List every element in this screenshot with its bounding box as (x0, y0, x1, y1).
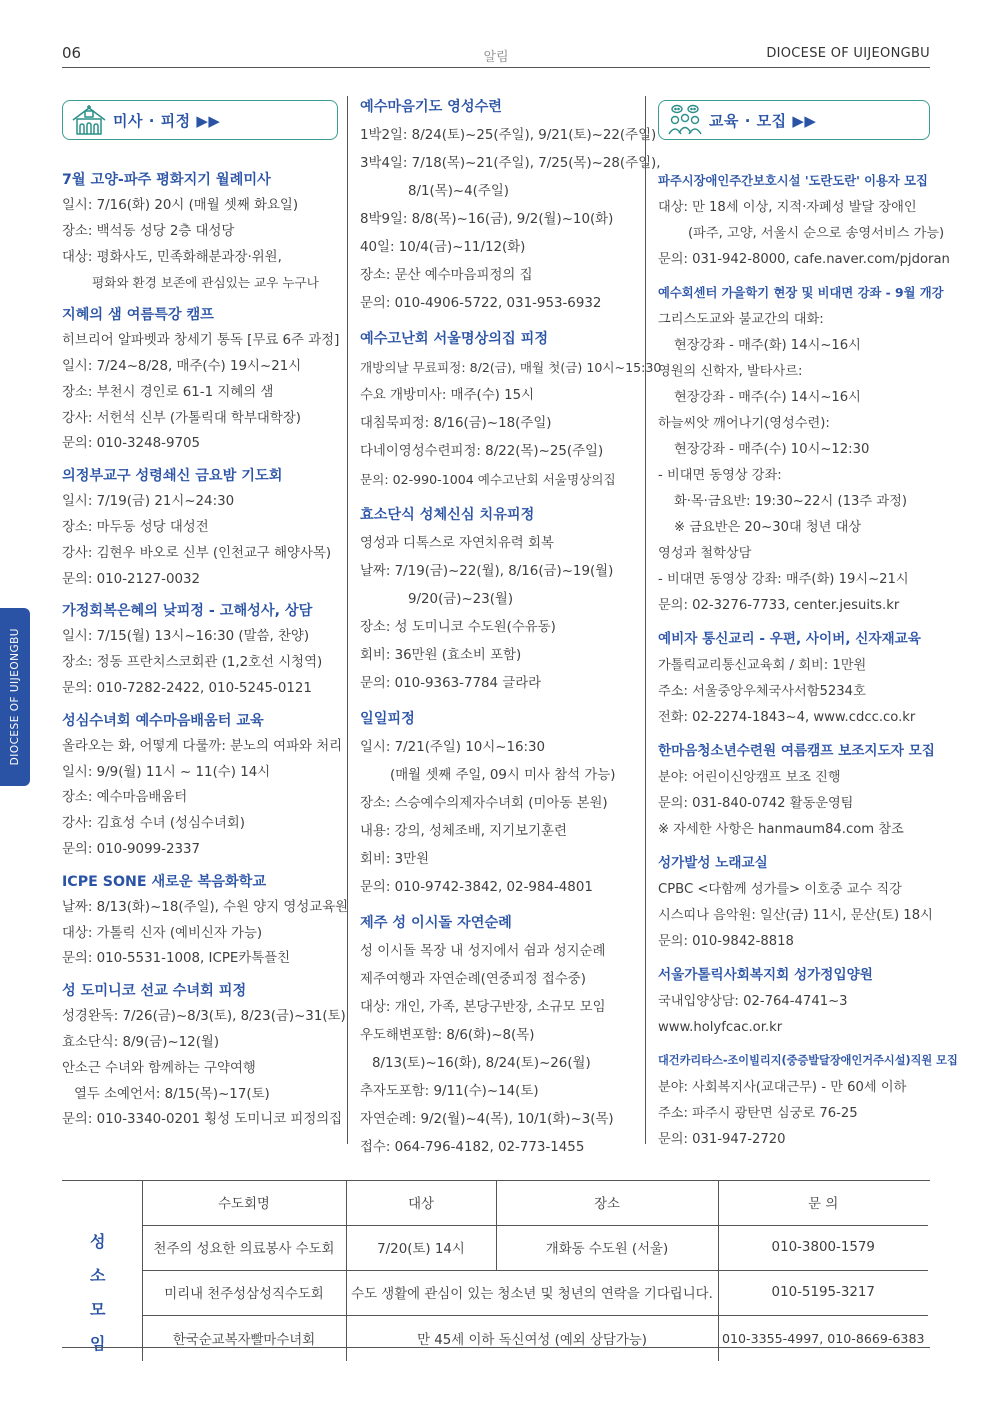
column-retreats (360, 92, 662, 1168)
section-title: 대건카리타스-조이빌리지(중증발달장애인거주시설)직원 모집 (658, 1054, 958, 1067)
info-line: 영원의 신학자, 발타사르: (658, 364, 803, 379)
info-line: 장소: 백석동 성당 2층 대성당 (62, 223, 235, 239)
section-title: 예수회센터 가을학기 현장 및 비대면 강좌 - 9월 개강 (658, 286, 944, 300)
info-line: 시스띠나 음악원: 일산(금) 11시, 문산(토) 18시 (658, 908, 933, 923)
section-title: 파주시장애인주간보호시설 '도란도란' 이용자 모집 (658, 174, 928, 188)
info-line: 자연순례: 9/2(월)~4(목), 10/1(화)~3(목) (360, 1112, 614, 1127)
section-title: 일일피정 (360, 711, 415, 727)
info-line: 장소: 스승예수의제자수녀회 (미아동 본원) (360, 796, 608, 811)
section-title: 가정회복은혜의 낮피정 - 고해성사, 상담 (62, 603, 313, 620)
info-line: 접수: 064-796-4182, 02-773-1455 (360, 1140, 585, 1155)
section-title: ICPE SONE 새로운 복음화학교 (62, 873, 267, 890)
section-title: 효소단식 성체신심 치유피정 (360, 507, 535, 523)
info-line: 장소: 부천시 경인로 61-1 지혜의 샘 (62, 384, 274, 400)
info-line: CPBC <다함께 성가를> 이호중 교수 직강 (658, 882, 902, 897)
column-education-recruit (658, 92, 958, 1159)
info-line: 평화와 환경 보존에 관심있는 교우 누구나 (92, 275, 319, 291)
publication-name: DIOCESE OF UIJEONGBU (766, 46, 930, 61)
section-title: 예수마음기도 영성수련 (360, 99, 502, 115)
section-title: 서울가톨릭사회복지회 성가정입양원 (658, 967, 873, 983)
section-title: 7월 고양-파주 평화지기 월례미사 (62, 172, 271, 188)
info-line: 분야: 어린이신앙캠프 보조 진행 (658, 770, 841, 785)
info-line: 문의: 010-2127-0032 (62, 571, 201, 587)
info-line: ※ 금요반은 20~30대 청년 대상 (674, 520, 862, 535)
header-divider (62, 67, 930, 68)
info-line: 일시: 7/24~8/28, 매주(수) 19시~21시 (62, 358, 302, 374)
info-line: 히브리어 알파벳과 창세기 통독 [무료 6주 과정] (62, 333, 340, 349)
table-header-spacer (62, 1181, 142, 1225)
info-line: 분야: 사회복지사(교대근무) - 만 60세 이하 (658, 1080, 907, 1095)
info-line: 문의: 010-9842-8818 (658, 934, 794, 949)
info-line: 8/1(목)~4(주일) (408, 184, 509, 199)
info-line: 8박9일: 8/8(목)~16(금), 9/2(월)~10(화) (360, 212, 614, 227)
info-line: 강사: 김효성 수녀 (성심수녀회) (62, 816, 245, 832)
info-line: 일시: 7/15(월) 13시~16:30 (말씀, 찬양) (62, 629, 310, 645)
table-header-row (62, 1181, 928, 1225)
group-label (62, 1225, 142, 1361)
info-line: ※ 자세한 사항은 hanmaum84.com 참조 (658, 822, 904, 837)
info-line: 현장강좌 - 매주(화) 14시~16시 (674, 338, 861, 353)
info-line: 9/20(금)~23(월) (408, 592, 514, 607)
info-line: 영성과 철학상담 (658, 546, 752, 561)
info-line: 문의: 010-4906-5722, 031-953-6932 (360, 296, 602, 311)
section-title: 지혜의 샘 여름특강 캠프 (62, 307, 214, 324)
info-line: 주소: 서울중앙우체국사서함5234호 (658, 684, 866, 699)
info-line: 1박2일: 8/24(토)~25(주일), 9/21(토)~22(주일) (360, 128, 657, 143)
info-line: 8/13(토)~16(화), 8/24(토)~26(월) (372, 1056, 591, 1071)
column-divider (645, 96, 646, 1144)
info-line: 성경완독: 7/26(금)~8/3(토), 8/23(금)~31(토) (62, 1009, 346, 1025)
banner-education-recruit (658, 100, 930, 140)
info-line: 문의: 010-3340-0201 횡성 도미니코 피정의집 (62, 1112, 343, 1128)
info-line: (매월 셋째 주일, 09시 미사 참석 가능) (390, 768, 616, 783)
info-line: 문의: 031-942-8000, cafe.naver.com/pjdoran (658, 252, 950, 267)
info-line: 현장강좌 - 매주(수) 14시~16시 (674, 390, 861, 405)
info-line: 날짜: 7/19(금)~22(월), 8/16(금)~19(월) (360, 564, 614, 579)
info-line: 대상: 가톨릭 신자 (예비신자 가능) (62, 925, 263, 941)
section-title: 의정부교구 성령쇄신 금요밤 기도회 (62, 468, 283, 485)
info-line: 우도해변포함: 8/6(화)~8(목) (360, 1028, 535, 1043)
info-line: 제주여행과 자연순례(연중피정 접수중) (360, 972, 586, 987)
info-line: 안소근 수녀와 함께하는 구약여행 (62, 1060, 256, 1076)
info-line: 국내입양상담: 02-764-4741~3 (658, 994, 848, 1009)
info-line: 문의: 031-840-0742 활동운영팀 (658, 796, 854, 811)
info-line: 문의: 010-9099-2337 (62, 841, 201, 857)
info-line: 장소: 마두동 성당 대성전 (62, 519, 209, 535)
info-line: 대침묵피정: 8/16(금)~18(주일) (360, 416, 552, 431)
banner-label: 미사 · 피정 ▶▶ (113, 111, 221, 130)
contact: 010-5195-3217 (718, 1270, 928, 1315)
info-line: 강사: 김현우 바오로 신부 (인천교구 해양사목) (62, 545, 332, 561)
place: 개화동 수도원 (서울) (496, 1225, 718, 1270)
banner-mass-retreat (62, 100, 338, 140)
column-mass-retreat (62, 92, 349, 1139)
info-line: 개방의날 무료피정: 8/2(금), 매월 첫(금) 10시~15:30 (360, 360, 662, 375)
info-line: 현장강좌 - 매주(수) 10시~12:30 (674, 442, 870, 457)
info-line: 성 이시돌 목장 내 성지에서 쉼과 성지순례 (360, 944, 606, 959)
section-title: 성심수녀회 예수마음배움터 교육 (62, 712, 264, 729)
info-line: 화·목·금요반: 19:30~22시 (13주 과정) (674, 494, 907, 509)
info-line: - 비대면 동영상 강좌: (658, 468, 782, 483)
section-title: 한마음청소년수련원 여름캠프 보조지도자 모집 (658, 743, 935, 759)
info-line: 올라오는 화, 어떻게 다룰까: 분노의 여파와 처리 (62, 738, 343, 754)
info-line: 장소: 예수마음배움터 (62, 790, 188, 806)
info-line: 전화: 02-2274-1843~4, www.cdcc.co.kr (658, 710, 916, 725)
side-tab (0, 608, 30, 786)
info-line: 장소: 문산 예수마음피정의 집 (360, 268, 533, 283)
table-header: 장소 (496, 1181, 718, 1225)
info-line: 일시: 7/21(주일) 10시~16:30 (360, 740, 546, 755)
info-line: 열두 소예언서: 8/15(목)~17(토) (74, 1086, 270, 1102)
info-line: 문의: 031-947-2720 (658, 1132, 786, 1147)
info-line: 하늘씨앗 깨어나기(영성수련): (658, 416, 830, 431)
info-line: 날짜: 8/13(화)~18(주일), 수원 양지 영성교육원 (62, 899, 349, 915)
section-title: 예비자 통신교리 - 우편, 사이버, 신자재교육 (658, 631, 921, 647)
note: 만 45세 이하 독신여성 (예외 상담가능) (346, 1316, 718, 1361)
info-line: 대상: 평화사도, 민족화해분과장·위원, (62, 249, 282, 265)
info-line: 장소: 정동 프란치스코회관 (1,2호선 시청역) (62, 655, 323, 671)
table-header: 수도회명 (142, 1181, 346, 1225)
info-line: 40일: 10/4(금)~11/12(화) (360, 240, 526, 255)
info-line: 문의: 02-3276-7733, center.jesuits.kr (658, 598, 900, 613)
group-label-text: 성 소 모 임 (90, 1232, 114, 1353)
side-tab-label: DIOCESE OF UIJEONGBU (9, 628, 21, 766)
column-divider (347, 96, 348, 1144)
info-line: www.holyfcac.or.kr (658, 1020, 783, 1035)
info-line: 문의: 010-9742-3842, 02-984-4801 (360, 880, 593, 895)
info-line: 대상: 개인, 가족, 본당구반장, 소규모 모임 (360, 1000, 606, 1015)
info-line: 강사: 서헌석 신부 (가톨릭대 학부대학장) (62, 410, 301, 426)
info-line: 일시: 7/16(화) 20시 (매월 셋째 화요일) (62, 198, 299, 213)
info-line: 장소: 성 도미니코 수도원(수유동) (360, 620, 556, 635)
order-name: 천주의 성요한 의료봉사 수도회 (142, 1225, 346, 1270)
order-name: 미리내 천주성삼성직수도회 (142, 1270, 346, 1315)
section-title: 성 도미니코 선교 수녀회 피정 (62, 983, 247, 1000)
contact: 010-3800-1579 (718, 1225, 928, 1270)
section-title: 제주 성 이시돌 자연순례 (360, 915, 512, 931)
info-line: 회비: 36만원 (효소비 포함) (360, 648, 522, 663)
table-header: 대상 (346, 1181, 496, 1225)
info-line: 회비: 3만원 (360, 852, 430, 867)
banner-label: 교육 · 모집 ▶▶ (709, 111, 817, 130)
info-line: - 비대면 동영상 강좌: 매주(화) 19시~21시 (658, 572, 909, 587)
info-line: 내용: 강의, 성체조배, 지기보기훈련 (360, 824, 567, 839)
info-line: 다네이영성수련피정: 8/22(목)~25(주일) (360, 444, 604, 459)
vocation-meetings-table (62, 1181, 928, 1361)
info-line: 수요 개방미사: 매주(수) 15시 (360, 388, 535, 403)
info-line: (파주, 고양, 서울시 순으로 송영서비스 가능) (688, 226, 945, 241)
table-row (62, 1225, 928, 1270)
page-number: 06 (62, 44, 82, 62)
info-line: 문의: 010-7282-2422, 010-5245-0121 (62, 680, 312, 696)
table-bottom-rule (62, 1347, 930, 1348)
people-group-icon (665, 104, 705, 136)
section-title: 알림 (483, 50, 509, 65)
section-title: 성가발성 노래교실 (658, 855, 768, 871)
info-line: 주소: 파주시 광탄면 심궁로 76-25 (658, 1106, 858, 1121)
order-name: 한국순교복자빨마수녀회 (142, 1316, 346, 1361)
target: 7/20(토) 14시 (346, 1225, 496, 1270)
note: 수도 생활에 관심이 있는 청소년 및 청년의 연락을 기다립니다. (346, 1270, 718, 1315)
info-line: 일시: 9/9(월) 11시 ~ 11(수) 14시 (62, 764, 271, 780)
contact: 010-3355-4997, 010-8669-6383 (718, 1316, 928, 1361)
info-line: 문의: 010-3248-9705 (62, 436, 201, 452)
info-line: 가톨릭교리통신교육회 / 회비: 1만원 (658, 658, 867, 673)
info-line: 일시: 7/19(금) 21시~24:30 (62, 494, 235, 510)
table-row (62, 1316, 928, 1361)
info-line: 효소단식: 8/9(금)~12(월) (62, 1034, 220, 1050)
info-line: 문의: 010-9363-7784 글라라 (360, 676, 542, 691)
section-title: 예수고난회 서울명상의집 피정 (360, 331, 549, 347)
table-header: 문 의 (718, 1181, 928, 1225)
table-row (62, 1270, 928, 1315)
info-line: 문의: 010-5531-1008, ICPE카톡플친 (62, 951, 291, 967)
info-line: 문의: 02-990-1004 예수고난회 서울명상의집 (360, 472, 616, 487)
info-line: 추자도포함: 9/11(수)~14(토) (360, 1084, 539, 1099)
info-line: 영성과 디톡스로 자연치유력 회복 (360, 536, 554, 551)
church-icon (69, 104, 109, 136)
info-line: 3박4일: 7/18(목)~21(주일), 7/25(목)~28(주일), (360, 156, 661, 171)
info-line: 그리스도교와 불교간의 대화: (658, 312, 824, 327)
info-line: 대상: 만 18세 이상, 지적·자폐성 발달 장애인 (658, 200, 917, 215)
